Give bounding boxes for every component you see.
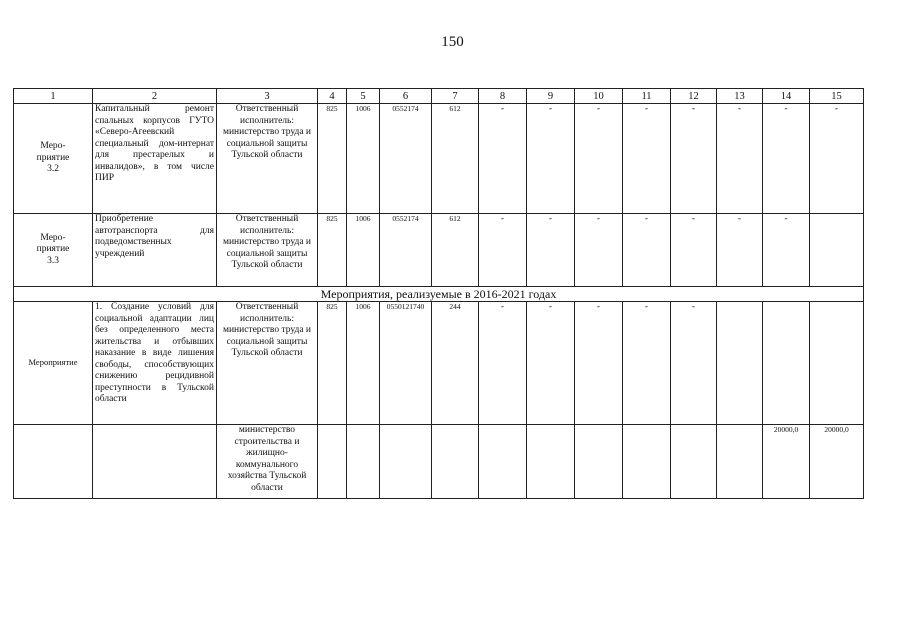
cell-c14: - [763, 214, 810, 287]
cell-c11: - [623, 104, 671, 214]
cell-c7 [432, 425, 479, 499]
header-cell: 3 [217, 89, 318, 104]
cell-c6: 0552174 [380, 214, 432, 287]
cell-c9: - [527, 302, 575, 425]
row-description: Приобретение автотранспорта для подведомственных учреждений [93, 214, 217, 287]
cell-c8: - [479, 302, 527, 425]
cell-c5 [347, 425, 380, 499]
cell-c4: 825 [318, 214, 347, 287]
cell-c4: 825 [318, 104, 347, 214]
section-row [14, 287, 864, 302]
cell-c5: 1006 [347, 104, 380, 214]
cell-c10: - [575, 214, 623, 287]
row-description [93, 425, 217, 499]
cell-c7: 612 [432, 214, 479, 287]
header-cell: 5 [347, 89, 380, 104]
header-cell: 15 [810, 89, 864, 104]
table-row [14, 302, 864, 425]
cell-c4: 825 [318, 302, 347, 425]
section-title: Мероприятия, реализуемые в 2016-2021 годах [14, 287, 864, 302]
table-row [14, 425, 864, 499]
cell-c6: 0552174 [380, 104, 432, 214]
header-cell: 11 [623, 89, 671, 104]
row-responsible: Ответственный исполнитель: министерство труда и социальной защиты Тульской области [217, 214, 318, 287]
cell-c9: - [527, 214, 575, 287]
cell-c14: 20000,0 [763, 425, 810, 499]
header-cell: 8 [479, 89, 527, 104]
cell-c11 [623, 425, 671, 499]
header-cell: 1 [14, 89, 93, 104]
header-cell: 2 [93, 89, 217, 104]
header-cell: 7 [432, 89, 479, 104]
cell-c9: - [527, 104, 575, 214]
table-row [14, 104, 864, 214]
header-cell: 10 [575, 89, 623, 104]
header-cell: 9 [527, 89, 575, 104]
cell-c15 [810, 302, 864, 425]
cell-c15: - [810, 104, 864, 214]
cell-c12 [671, 425, 717, 499]
page-number: 150 [441, 34, 464, 50]
header-cell: 13 [717, 89, 763, 104]
cell-c14 [763, 302, 810, 425]
row-responsible: Ответственный исполнитель: министерство труда и социальной защиты Тульской области [217, 302, 318, 425]
cell-c6: 0550121740 [380, 302, 432, 425]
row-description: Капитальный ремонт спальных корпусов ГУТО «Северо-Агеевский специальный дом-интернат для престарелых и инвалидов», в том числе ПИР [93, 104, 217, 214]
row-responsible: Ответственный исполнитель: министерство труда и социальной защиты Тульской области [217, 104, 318, 214]
row-description: 1. Создание условий для социальной адаптации лиц без определенного места жительства и отбывших наказание в виде лишения свободы, способствующих снижению рецидивной преступности в Тульской области [93, 302, 217, 425]
row-label: Мероприятие [14, 302, 93, 425]
cell-c7: 612 [432, 104, 479, 214]
cell-c7: 244 [432, 302, 479, 425]
cell-c11: - [623, 214, 671, 287]
cell-c13: - [717, 104, 763, 214]
cell-c15: 20000,0 [810, 425, 864, 499]
cell-c13 [717, 425, 763, 499]
row-label [14, 425, 93, 499]
row-label: Меро- приятие 3.2 [14, 104, 93, 214]
cell-c12: - [671, 104, 717, 214]
cell-c5: 1006 [347, 214, 380, 287]
cell-c9 [527, 425, 575, 499]
row-responsible: министерство строительства и жилищно-коммунального хозяйства Тульской области [217, 425, 318, 499]
header-cell: 12 [671, 89, 717, 104]
table-header-row [14, 89, 864, 104]
cell-c10 [575, 425, 623, 499]
cell-c15 [810, 214, 864, 287]
header-cell: 4 [318, 89, 347, 104]
cell-c10: - [575, 302, 623, 425]
cell-c8: - [479, 104, 527, 214]
cell-c11: - [623, 302, 671, 425]
header-cell: 6 [380, 89, 432, 104]
cell-c8 [479, 425, 527, 499]
cell-c13 [717, 302, 763, 425]
row-label: Меро- приятие 3.3 [14, 214, 93, 287]
cell-c4 [318, 425, 347, 499]
cell-c12: - [671, 302, 717, 425]
cell-c14: - [763, 104, 810, 214]
cell-c5: 1006 [347, 302, 380, 425]
table-row [14, 214, 864, 287]
header-cell: 14 [763, 89, 810, 104]
cell-c8: - [479, 214, 527, 287]
cell-c12: - [671, 214, 717, 287]
cell-c6 [380, 425, 432, 499]
budget-table [13, 88, 864, 499]
cell-c13: - [717, 214, 763, 287]
cell-c10: - [575, 104, 623, 214]
